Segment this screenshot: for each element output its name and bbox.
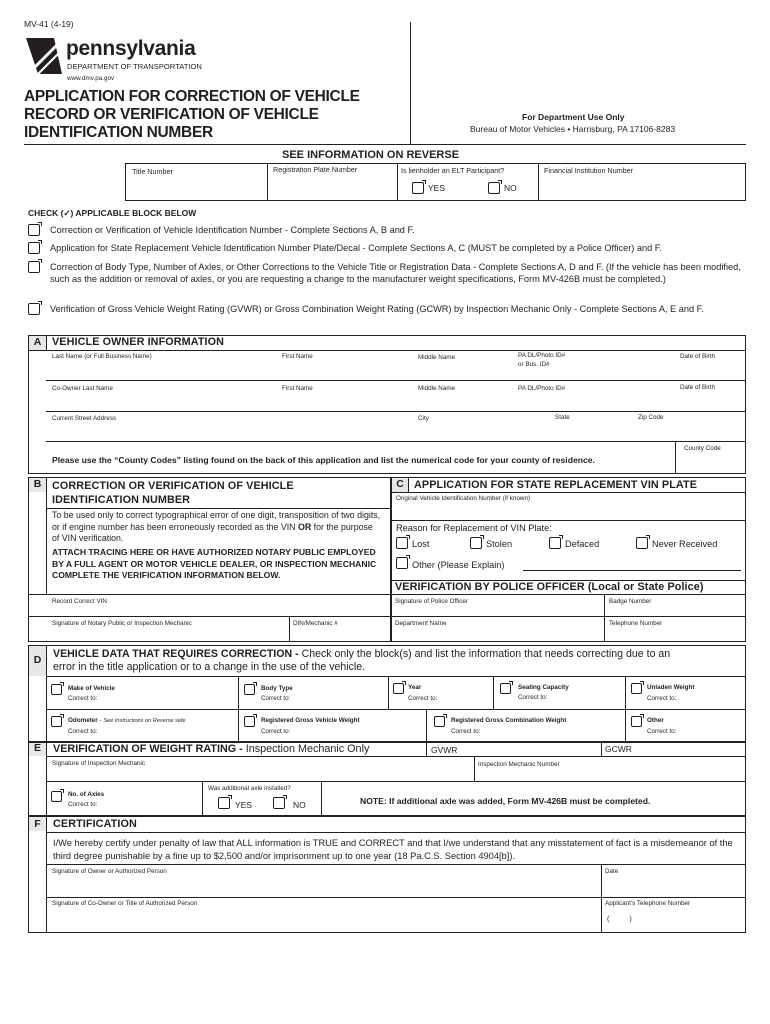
section-a-title: VEHICLE OWNER INFORMATION	[52, 336, 225, 348]
other-data-checkbox[interactable]	[631, 716, 642, 727]
axle-yes-checkbox[interactable]	[218, 797, 230, 809]
option-4-text: Verification of Gross Vehicle Weight Rating (GVWR) or Gross Combination Weight Rating (GCWR) by Inspection Mechanic Only - Complete Sections A, E and F.	[50, 304, 704, 314]
middle-name-label: Middle Name	[418, 354, 456, 361]
other-data-correct-to: Correct to:	[647, 728, 677, 735]
section-b-title: CORRECTION OR VERIFICATION OF VEHICLE IDENTIFICATION NUMBER	[52, 480, 294, 506]
record-vin-label: Record Correct VIN	[52, 598, 107, 605]
form-number: MV-41 (4-19)	[24, 19, 74, 29]
section-f-letter: F	[34, 818, 41, 830]
co-dob-label: Date of Birth	[680, 384, 715, 391]
section-c-title: APPLICATION FOR STATE REPLACEMENT VIN PLATE	[414, 479, 698, 491]
rgcw-correct-to: Correct to:	[451, 728, 481, 735]
seating-checkbox[interactable]	[500, 683, 511, 694]
year-label: Year	[408, 684, 422, 691]
police-verification-title: VERIFICATION BY POLICE OFFICER (Local or State Police)	[395, 581, 704, 593]
badge-number-label: Badge Number	[609, 598, 652, 605]
dept-use-label: For Department Use Only	[522, 112, 625, 122]
bus-id-label: or Bus. ID#	[518, 361, 550, 368]
rgcw-checkbox[interactable]	[434, 716, 445, 727]
reason-label: Reason for Replacement of VIN Plate:	[396, 523, 552, 533]
certification-text: I/We hereby certify under penalty of law that ALL information is TRUE and CORRECT and that I/we understand that any misstatement of fact is a misdemeanor of the third degree punishable by a fine up to $2,500 and/or imprisonment up to one year (18 Pa.C.S. Section 4904[b]).	[53, 838, 733, 861]
mechanic-number-label: Inspection Mechanic Number	[478, 761, 560, 768]
year-correct-to: Correct to:	[408, 695, 438, 702]
never-received-label: Never Received	[652, 539, 718, 549]
see-info-reverse: SEE INFORMATION ON REVERSE	[282, 149, 460, 161]
elt-yes-label: YES	[428, 183, 446, 193]
rgvw-correct-to: Correct to:	[261, 728, 291, 735]
applicant-phone-label: Applicant's Telephone Number	[605, 900, 691, 907]
elt-yes-checkbox[interactable]	[412, 182, 424, 194]
axle-yes-label: YES	[235, 800, 253, 810]
option-3-checkbox[interactable]	[28, 261, 40, 273]
axle-question: Was additional axle installed?	[208, 785, 291, 792]
elt-no-label: NO	[504, 183, 517, 193]
form-title: APPLICATION FOR CORRECTION OF VEHICLE RECORD OR VERIFICATION OF VEHICLE IDENTIFICATION NUMBER	[24, 88, 360, 141]
gcwr-label: GCWR	[605, 744, 632, 754]
plate-number-label: Registration Plate Number	[273, 165, 358, 174]
co-dl-label: PA DL/Photo ID#	[518, 385, 566, 392]
keystone-logo-icon	[24, 36, 64, 76]
owner-signature-label: Signature of Owner or Authorized Person	[52, 868, 167, 875]
axle-no-label: NO	[293, 800, 306, 810]
option-4-checkbox[interactable]	[28, 303, 40, 315]
original-vin-label: Original Vehicle Identification Number (if known)	[396, 495, 531, 502]
financial-institution-label: Financial Institution Number	[544, 166, 634, 175]
rgcw-label: Registered Gross Combination Weight	[451, 717, 567, 724]
section-a-letter: A	[33, 336, 42, 348]
street-label: Current Street Address	[52, 415, 117, 422]
axle-note: NOTE: If additional axle was added, Form MV-426B must be completed.	[360, 796, 651, 806]
rgvw-label: Registered Gross Vehicle Weight	[261, 717, 360, 724]
axles-correct-to: Correct to:	[68, 801, 98, 808]
make-correct-to: Correct to:	[68, 695, 98, 702]
seating-correct-to: Correct to:	[518, 694, 548, 701]
other-data-label: Other	[647, 717, 664, 724]
section-d-title: VEHICLE DATA THAT REQUIRES CORRECTION - Check only the block(s) and list the information that needs correcting due to an error in the title application or to a change in the use of the vehicle.	[53, 648, 671, 673]
police-signature-label: Signature of Police Officer	[395, 598, 469, 605]
body-type-label: Body Type	[261, 685, 293, 692]
zip-label: Zip Code	[638, 414, 664, 421]
unladen-correct-to: Correct to:	[647, 695, 677, 702]
lost-checkbox[interactable]	[396, 537, 408, 549]
option-3-text: Correction of Body Type, Number of Axles, or Other Corrections to the Vehicle Title or Registration Data - Complete Sections A, D and F. (If the vehicle has been modified, such as the addition or removal of axles, or you are requesting a change to the manufacturer weight specifications, Form MV-426B must be completed.)	[50, 262, 741, 284]
body-type-correct-to: Correct to:	[261, 695, 291, 702]
section-d-letter: D	[33, 654, 42, 666]
section-b-attach-tracing: ATTACH TRACING HERE OR HAVE AUTHORIZED NOTARY PUBLIC EMPLOYED BY A FULL AGENT OR MOTOR VEHICLE DEALER, OR INSPECTION MECHANIC COMPLETE THE VERIFICATION INFORMATION BELOW.	[52, 547, 377, 580]
elt-no-checkbox[interactable]	[488, 182, 500, 194]
option-1-checkbox[interactable]	[28, 224, 40, 236]
section-c-letter: C	[396, 478, 404, 490]
option-1-text: Correction or Verification of Vehicle Identification Number - Complete Sections A, B and F.	[50, 225, 415, 235]
notary-signature-label: Signature of Notary Public or Inspection Mechanic	[52, 620, 192, 627]
unladen-checkbox[interactable]	[631, 683, 642, 694]
dob-label: Date of Birth	[680, 353, 715, 360]
stolen-label: Stolen	[486, 539, 513, 549]
first-name-label: First Name	[282, 353, 313, 360]
state-name: pennsylvania	[66, 37, 196, 60]
unladen-label: Unladen Weight	[647, 684, 695, 691]
other-reason-label: Other (Please Explain)	[412, 560, 505, 570]
odometer-label: Odometer - See Instructions on Reverse side	[68, 717, 186, 724]
axles-checkbox[interactable]	[51, 791, 62, 802]
axles-label: No. of Axles	[68, 791, 105, 798]
option-2-text: Application for State Replacement Vehicle Identification Number Plate/Decal - Complete Sections A, C (MUST be completed by a Police Officer) and F.	[50, 243, 662, 253]
axle-no-checkbox[interactable]	[273, 797, 285, 809]
rgvw-checkbox[interactable]	[244, 716, 255, 727]
department-name-label: Department Name	[395, 620, 447, 627]
pa-dl-label: PA DL/Photo ID#	[518, 352, 566, 359]
seating-label: Seating Capacity	[518, 684, 569, 691]
other-explain-line[interactable]	[523, 570, 741, 571]
co-owner-signature-label: Signature of Co-Owner or Title of Authorized Person	[52, 900, 198, 907]
co-first-label: First Name	[282, 385, 313, 392]
section-b-instructions: To be used only to correct typographical error of one digit, transposition of two digits, or if engine number has been erroneously recorded as the VIN OR for the purpose of VIN verification.	[52, 510, 381, 543]
lost-label: Lost	[412, 539, 430, 549]
bureau-address: Bureau of Motor Vehicles • Harrisburg, PA 17106-8283	[470, 124, 676, 134]
odometer-correct-to: Correct to:	[68, 728, 98, 735]
defaced-label: Defaced	[565, 539, 600, 549]
check-block-heading: CHECK (✓) APPLICABLE BLOCK BELOW	[28, 208, 197, 218]
body-type-checkbox[interactable]	[244, 684, 255, 695]
last-name-label: Last Name (or Full Business Name)	[52, 353, 152, 360]
elt-question: Is lienholder an ELT Participant?	[401, 166, 505, 175]
make-label: Make of Vehicle	[68, 685, 115, 692]
mechanic-signature-label: Signature of Inspection Mechanic	[52, 760, 146, 767]
gvwr-label: GVWR	[431, 745, 458, 755]
county-code-label: County Code	[684, 445, 721, 452]
section-f-title: CERTIFICATION	[53, 818, 137, 830]
defaced-checkbox[interactable]	[549, 537, 561, 549]
other-reason-checkbox[interactable]	[396, 557, 408, 569]
county-note: Please use the “County Codes” listing found on the back of this application and list the numerical code for your county of residence.	[52, 455, 595, 465]
section-e-title: VERIFICATION OF WEIGHT RATING - Inspection Mechanic Only	[53, 743, 370, 755]
co-owner-last-label: Co-Owner Last Name	[52, 385, 113, 392]
make-checkbox[interactable]	[51, 684, 62, 695]
state-label: State	[555, 414, 570, 421]
website: www.dmv.pa.gov	[67, 75, 115, 82]
option-2-checkbox[interactable]	[28, 242, 40, 254]
header-divider	[410, 22, 411, 144]
never-received-checkbox[interactable]	[636, 537, 648, 549]
department-name: DEPARTMENT OF TRANSPORTATION	[67, 62, 202, 71]
year-checkbox[interactable]	[393, 683, 404, 694]
section-b-letter: B	[33, 478, 42, 490]
city-label: City	[418, 415, 429, 422]
section-e-letter: E	[33, 742, 41, 754]
police-phone-label: Telephone Number	[609, 620, 663, 627]
din-label: DIN/Mechanic #	[293, 620, 338, 627]
title-number-label: Title Number	[132, 167, 173, 176]
date-label: Date	[605, 868, 619, 875]
stolen-checkbox[interactable]	[470, 537, 482, 549]
odometer-checkbox[interactable]	[51, 716, 62, 727]
co-middle-label: Middle Name	[418, 385, 456, 392]
applicant-phone-parens: ( )	[607, 914, 632, 923]
